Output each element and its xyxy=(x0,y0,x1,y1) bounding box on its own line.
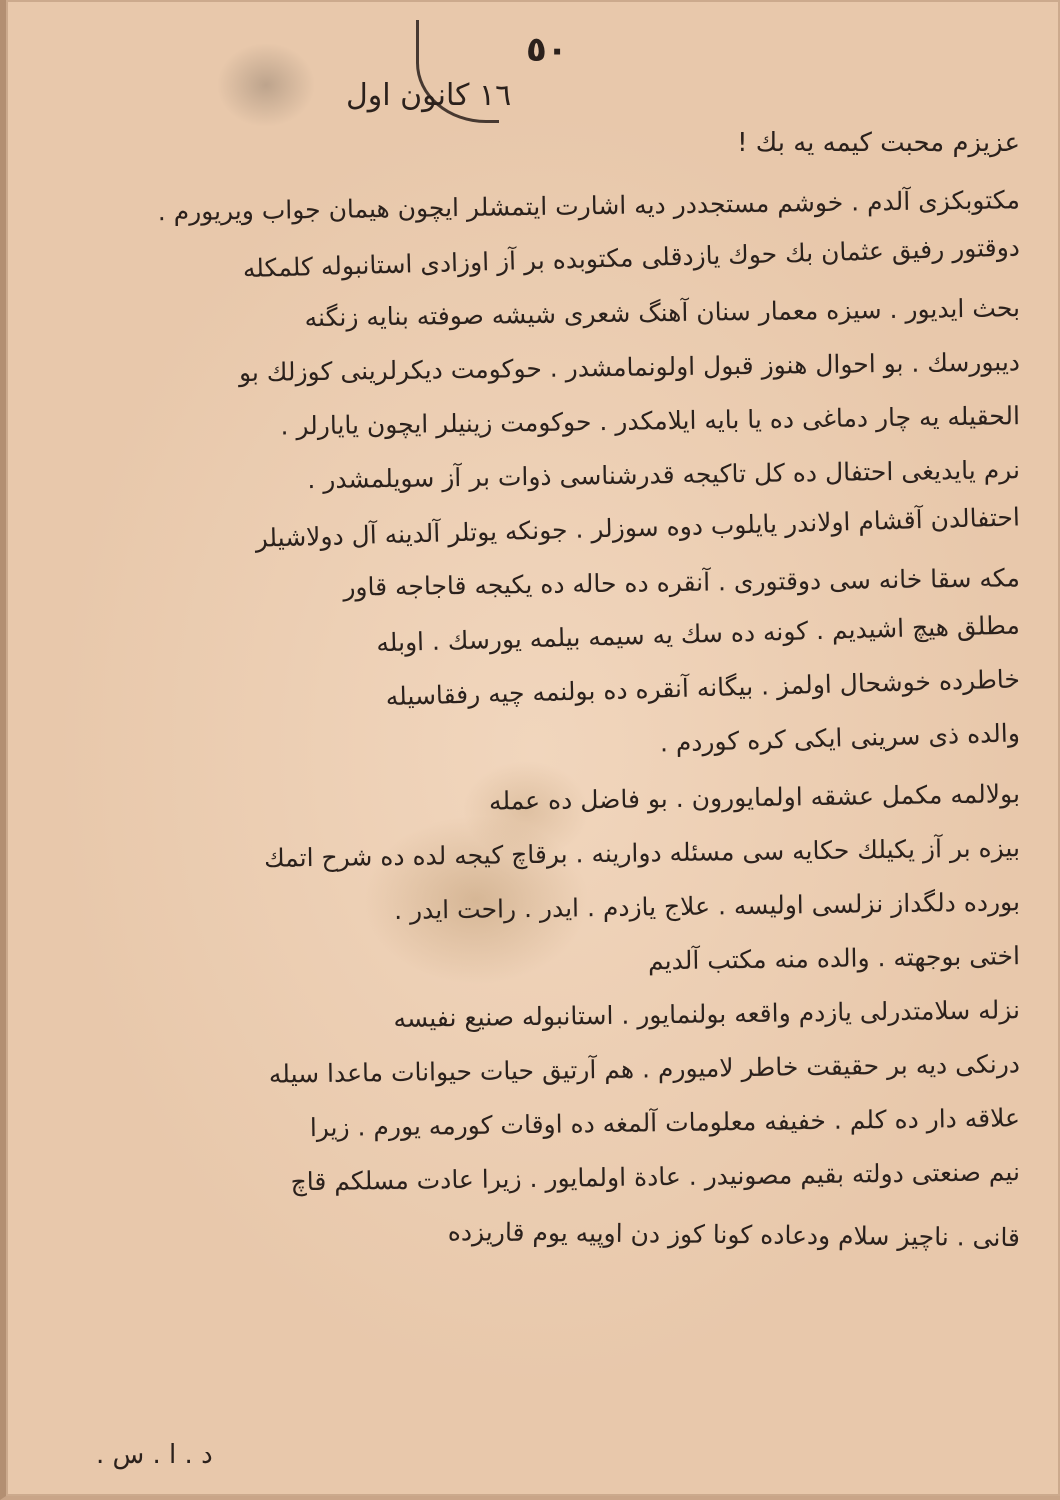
letter-line: نرم يايديغى احتفال ده كل تاكيجه قدرشناسى ذوات بر آز سويلمشدر . xyxy=(307,455,1021,495)
letter-line: بورده دلگداز نزلسى اوليسه . علاج يازدم . ايدر . راحت ايدر . xyxy=(393,887,1021,925)
letter-line: بولالمه مكمل عشقه اولمايورون . بو فاضل ده عمله xyxy=(488,779,1021,816)
letter-line: احتفالدن آقشام اولاندر يايلوب دوه سوزلر . جونكه يوتلر آلدينه آل دولاشيلر xyxy=(255,502,1021,553)
letter-line: مطلق هيچ اشيديم . كونه ده سك يه سيمه بيلمه يورسك . اوبله xyxy=(375,610,1021,658)
letter-line: درنكى ديه بر حقيقت خاطر لاميورم . هم آرتيق حيات حيوانات ماعدا سيله xyxy=(268,1049,1021,1089)
letter-line: بيزه بر آز يكيلك حكايه سى مسئله دوارينه . برقاچ كيجه لده ده شرح اتمك xyxy=(263,833,1021,873)
salutation: عزيزم محبت كيمه يه بك ! xyxy=(737,128,1020,158)
letter-line: نيم صنعتى دولته بقيم مصونيدر . عادة اولمايور . زيرا عادت مسلكم قاچ xyxy=(290,1157,1021,1197)
letter-body xyxy=(46,180,1020,1260)
letter-line: قانى . ناچيز سلام ودعاده كونا كوز دن اوپيه يوم قاريزده xyxy=(447,1217,1021,1253)
letter-line: علاقه دار ده كلم . خفيفه معلومات آلمغه ده اوقات كورمه يورم . زيرا xyxy=(309,1103,1021,1143)
letter-line: دوقتور رفيق عثمان بك حوك يازدقلى مكتوبده بر آز اوزادى استانبوله كلمكله xyxy=(242,232,1021,284)
letter-line: مكتوبكزى آلدم . خوشم مستجددر ديه اشارت ايتمشلر ايچون هيمان جواب ويريورم . xyxy=(157,185,1021,227)
signature: د . ا . س . xyxy=(96,1440,213,1470)
letter-line: ديبورسك . بو احوال هنوز قبول اولونمامشدر . حوكومت ديكرلرينى كوزلك بو xyxy=(238,347,1021,388)
letter-line: والده ذى سرينى ايكى كره كوردم . xyxy=(659,718,1021,758)
letter-line: نزله سلامتدرلى يازدم واقعه بولنمايور . استانبوله صنيع نفيسه xyxy=(393,995,1021,1033)
page-number: ٥٠ xyxy=(526,30,568,70)
letter-line: الحقيله يه چار دماغى ده يا بايه ايلامكدر . حوكومت زينيلر ايچون يايارلر . xyxy=(280,401,1021,441)
letter-line: مكه سقا خانه سى دوقتورى . آنقره ده حاله ده يكيجه قاجاجه قاور xyxy=(343,563,1021,602)
letter-line: خاطرده خوشحال اولمز . بيگانه آنقره ده بولنمه چيه رفقاسيله xyxy=(385,664,1021,712)
letter-line: اختى بوجهته . والده منه مكتب آلديم xyxy=(647,941,1021,976)
letter-date: ١٦ كانون اول xyxy=(346,78,512,113)
letter-line: بحث ايديور . سيزه معمار سنان آهنگ شعرى شيشه صوفته بنايه زنگنه xyxy=(304,293,1021,333)
